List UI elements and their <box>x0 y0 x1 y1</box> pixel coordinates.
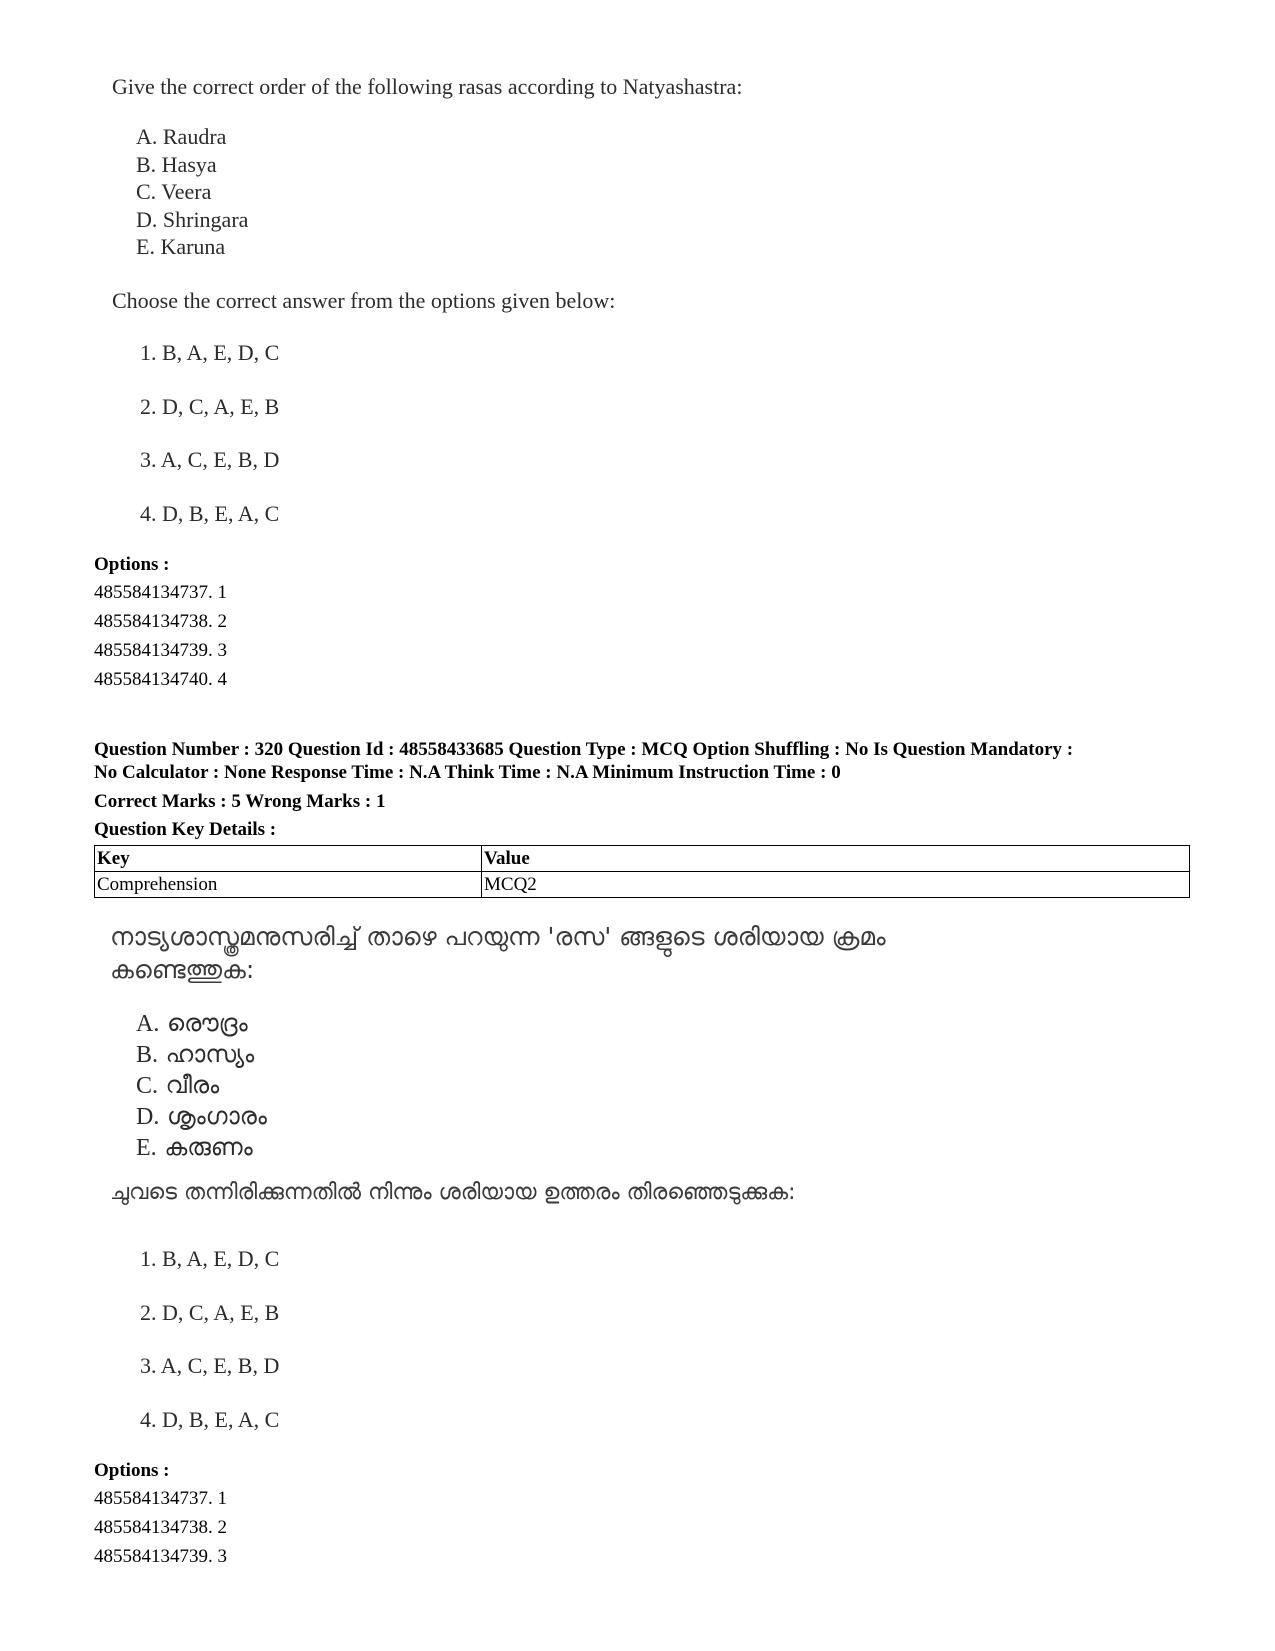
table-header-row <box>95 846 1190 872</box>
question-1-items <box>136 123 248 261</box>
item-label: A. <box>136 1011 160 1037</box>
item-text: വീരം <box>165 1071 220 1099</box>
option-item: 485584134738. 2 <box>94 611 227 632</box>
rasa-item: C. Veera <box>136 179 212 204</box>
question-1-choose-prompt: Choose the correct answer from the options given below: <box>112 288 616 313</box>
table-cell-key: Comprehension <box>95 872 482 898</box>
question-2-answers <box>140 1244 279 1458</box>
item-text: രൌദ്രം <box>166 1009 248 1037</box>
answer-choice: 2. D, C, A, E, B <box>140 393 280 419</box>
answer-choice: 3. A, C, E, B, D <box>140 447 280 472</box>
question-2-prompt-line-2: കണ്ടെത്തുക: <box>110 955 255 984</box>
item-label: E. <box>136 1135 157 1161</box>
question-2-choose-prompt: ചുവടെ തന്നിരിക്കുന്നതിൽ നിന്നും ശരിയായ ഉത്തരം തിരഞ്ഞെടുക്കുക: <box>110 1180 796 1205</box>
table-row <box>95 872 1190 898</box>
rasa-item: D. Shringara <box>136 206 249 232</box>
answer-choice: 2. D, C, A, E, B <box>140 1299 280 1325</box>
table-cell-value: MCQ2 <box>482 872 1190 898</box>
options-1-list <box>94 578 227 694</box>
item-label: D. <box>136 1104 160 1130</box>
question-key-details-label: Question Key Details : <box>94 819 277 840</box>
answer-choice: 1. B, A, E, D, C <box>140 340 280 365</box>
option-item: 485584134737. 1 <box>94 582 227 603</box>
option-item: 485584134739. 3 <box>94 1546 227 1567</box>
rasa-item-ml <box>136 1039 267 1070</box>
question-1-answers <box>140 338 279 552</box>
options-1-title: Options : <box>94 554 170 575</box>
item-label: C. <box>136 1073 159 1099</box>
option-item: 485584134739. 3 <box>94 640 227 661</box>
question-2-items <box>136 1008 267 1163</box>
table-header-key: Key <box>95 846 482 872</box>
question-2-prompt-line-1: നാട്യശാസ്ത്രമനുസരിച്ച് താഴെ പറയുന്ന 'രസ' ങ്ങളുടെ ശരിയായ ക്രമം <box>110 922 886 951</box>
rasa-item-ml <box>136 1132 267 1163</box>
option-item: 485584134738. 2 <box>94 1517 227 1538</box>
answer-choice: 3. A, C, E, B, D <box>140 1353 280 1378</box>
option-item: 485584134740. 4 <box>94 669 227 690</box>
question-meta-line-2: No Calculator : None Response Time : N.A Think Time : N.A Minimum Instruction Time : 0 <box>94 762 841 783</box>
rasa-item-ml <box>136 1101 267 1132</box>
rasa-item-ml <box>136 1008 267 1039</box>
question-1-prompt: Give the correct order of the following rasas according to Natyashastra: <box>112 74 743 99</box>
question-key-table <box>94 845 1190 898</box>
table-header-value: Value <box>482 846 1190 872</box>
rasa-item: B. Hasya <box>136 151 217 177</box>
rasa-item-ml <box>136 1070 267 1101</box>
answer-choice: 1. B, A, E, D, C <box>140 1246 280 1271</box>
options-2-title: Options : <box>94 1460 170 1481</box>
item-text: ഹാസ്യം <box>165 1040 255 1068</box>
question-marks: Correct Marks : 5 Wrong Marks : 1 <box>94 791 386 812</box>
options-2-list <box>94 1484 227 1571</box>
item-label: B. <box>136 1042 159 1068</box>
question-meta-line-1: Question Number : 320 Question Id : 48558433685 Question Type : MCQ Option Shuffling : No Is Question Mandatory : <box>94 739 1074 760</box>
answer-choice: 4. D, B, E, A, C <box>140 1406 280 1432</box>
item-text: ശൃംഗാരം <box>166 1102 267 1130</box>
rasa-item: A. Raudra <box>136 124 227 149</box>
rasa-item: E. Karuna <box>136 234 226 259</box>
answer-choice: 4. D, B, E, A, C <box>140 500 280 526</box>
item-text: കരുണം <box>164 1133 253 1161</box>
option-item: 485584134737. 1 <box>94 1488 227 1509</box>
